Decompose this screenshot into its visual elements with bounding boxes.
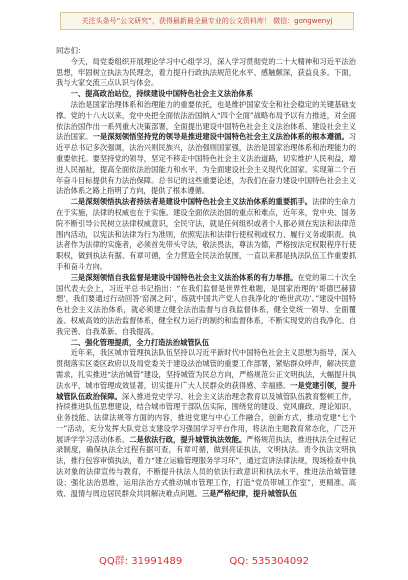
qq-group: QQ群: 31991489: [99, 556, 183, 567]
section-heading-2: 二、强化管理提质，全力打造法治城管队伍: [70, 337, 210, 347]
point-4-text: 深入推进党史学习、社会主义法治理念教育以及城管队伍教育整顿工作，持续推进队伍思想建设，结合城市管理干部队伍实际，围绕党的建设、党风廉政、理论知识、业务技能、法律法规等方面的内容，推进党建与中心工作融合，创新方式，推动党建“七个一”活动，充分发挥大队党总支建设学习强国学习平台作用，将法治主题教育常态化，广泛开展讲学学习活动体系。: [56, 391, 356, 444]
section-1-paragraph-2: [56, 197, 356, 273]
section-heading-1: 一、提高政治站位，持续建设中国特色社会主义法治体系: [70, 89, 254, 99]
intro-paragraph: 今天，局党委组织开展理论学习中心组学习，深入学习贯彻党的二十大精神和习近平法治思想，牢固树立执法为民理念，着力提升行政执法规范化水平、感触颇深，获益良多。下面，我与大家交流三点认识与体会。: [56, 56, 356, 88]
point-5-text: 严格规范执法，推进执法全过程记录制度，确保执法全过程有据可查，有章可循，做到亮证执法，文明执法。责令执法文明执法，推行包容审慎执法，着力“建立运输管理服务学习环”，通过宣讲法律法规，现场检查中执法对象的法律宣传与教育，不断提升执法人员的依法行政意识和执法水平，推进法治城管建设；强化法治思维，运用法治方式推动城市管理工作，打造“党员带城工作室”，更精准、高效、温情与周边居民群众共同解决难点问题。: [56, 434, 356, 498]
qq-number: QQ: 535304092: [229, 556, 309, 567]
point-4-heading: 一是党建引领，提升城管队伍政治保障。: [56, 380, 356, 401]
point-2-text: 法律的生命力在于实施，法律的权威也在于实施。建设全面依法治国的重点和难点，近年来，党中央、国务院不断引导公民树立法律权威意识，全民守法，就是任何组织或者个人都必须在宪法和法律范围内活动，以宪法和法律为行为准则，依照宪法和法律行使权利或权力、履行义务或职责。执法者作为法律的实施者，必须首先带头守法，敬法畏法，尊法为德，严格按法定权限程序行使职权，做到执法有据、有章可循，全力营造全民法治氛围，一直以来都是执法队伍工作重要抓手和奋斗方向。: [56, 197, 356, 271]
section-1-paragraph-3: [56, 273, 356, 338]
point-6-heading: 三是严格纪律，提升城管队伍: [201, 488, 297, 498]
contact-footer: [0, 552, 408, 567]
point-3-text: 在党的第二十次全国代表大会上，习近平总书记指出：“在我们监督是世界性难题，是国家治理的‘哥德巴赫猜想’，我们要通过行动回答‘窑洞之问’，练就中国共产党人自我净化的‘绝世武功’。”建设中国特色社会主义法治体系，就必须建立健全法治监督与自我监督体系，健全党统一领导、全面覆盖、权威高效的法治监督体系，健全权力运行的制约和监督体系，不断实现党的自我净化、自我完善、自我革新、自我提高。: [56, 272, 356, 336]
point-1-heading: 一是深刻领悟坚持党的领导是推进建设中国特色社会主义法治体系的根本遵循。: [92, 132, 349, 142]
point-3-heading: 三是深刻领悟自我监督是建设中国特色社会主义法治体系的有力举措。: [70, 272, 298, 282]
section-1-paragraph: [56, 100, 356, 197]
point-2-heading: 二是深刻领悟执法者持法者是建设中国特色社会主义法治体系的重要抓手。: [70, 197, 313, 207]
document-body: [56, 46, 356, 542]
section-2-paragraph: [56, 348, 356, 499]
point-5-heading: 二是依法行政，提升城管执法效能。: [129, 434, 247, 444]
greeting: 同志们：: [56, 46, 86, 55]
point-1-text: 习近平总书记多次强调，法治兴则民族兴，法治强则国家强，法治是国家治理体系和治理能力的重要依托。要坚持党的领导，坚定不移走中国特色社会主义法治道路，切实维护人民利益，增进人民福祉，提高全面依法治国能力和水平，为全面建设社会主义现代化国家、实现第二个百年奋斗目标提供有力法治保障。总书记的这些重要论述，为我们在奋力建设中国特色社会主义法治体系之路上指明了方向，提供了根本遵循。: [56, 132, 356, 196]
section-1-text: 法治是国家治理体系和治理能力的重要依托，也是维护国家安全和社会稳定的关键基础支撑。党的十八大以来，党中央把全面依法治国纳入“四个全面”战略布局予以有力推进，对全面依法治国作出一系列重大决策部署，全面提出建设中国特色社会主义法治体系、建设社会主义法治国家。: [56, 99, 356, 142]
header-banner: 关注头条号“公文研究”，获得最新最全最专业的公文资料库！ 微信：gongwenyj: [60, 12, 354, 30]
section-2-text: 近年来，我区城市管理执法队伍坚持以习近平新时代中国特色社会主义思想为指导，深入贯彻落实区委区政府以及局党委关于建设法治城管的重要工作部署，紧贴群众呼声，解决民意需求，扎实推进“法治城管”建设，坚持城管为民总方向，严格规范公正文明执法，大幅提升执法水平，城市管理成效显著，切实提升广大人民群众的获得感、幸福感。: [56, 348, 356, 390]
